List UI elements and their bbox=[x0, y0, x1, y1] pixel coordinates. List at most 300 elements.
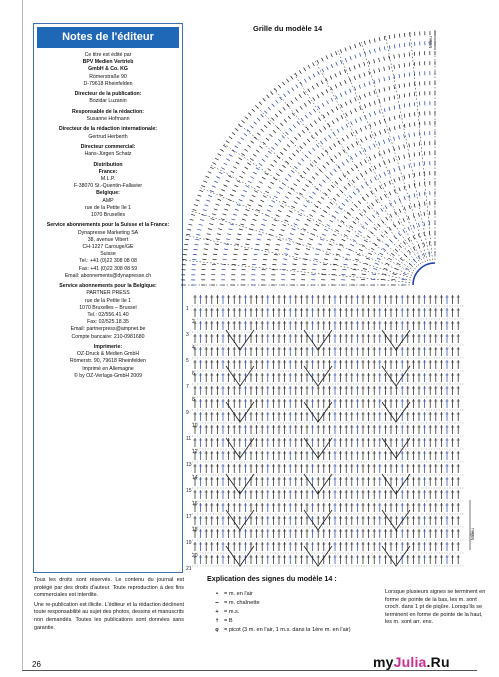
fan-stitch bbox=[329, 244, 333, 246]
fan-stitch bbox=[333, 234, 337, 236]
fan-stitch bbox=[335, 74, 337, 78]
fan-stitch bbox=[399, 209, 401, 213]
fan-stitch bbox=[398, 221, 400, 225]
fan-stitch bbox=[359, 96, 361, 100]
fan-stitch bbox=[402, 279, 406, 280]
fan-stitch bbox=[241, 195, 245, 197]
fan-stitch bbox=[210, 190, 214, 192]
fan-stitch bbox=[212, 186, 216, 188]
fan-stitch bbox=[380, 253, 383, 255]
fan-stitch bbox=[305, 224, 309, 226]
section-line: Fax: 02/525.18.35 bbox=[87, 319, 129, 326]
fan-stitch bbox=[364, 148, 366, 152]
fan-stitch bbox=[296, 85, 298, 88]
fan-stitch bbox=[336, 96, 338, 100]
fan-stitch bbox=[318, 201, 321, 203]
fan-stitch bbox=[310, 164, 313, 167]
fan-stitch bbox=[286, 132, 289, 135]
fan-stitch bbox=[355, 108, 357, 112]
crochet-chart bbox=[180, 30, 480, 575]
publisher-line: D-79618 Rheinfelden bbox=[83, 80, 133, 87]
fan-stitch bbox=[326, 89, 328, 93]
fan-stitch bbox=[394, 168, 395, 172]
fan-stitch bbox=[280, 152, 283, 155]
fan-stitch bbox=[261, 114, 264, 117]
fan-stitch bbox=[194, 249, 198, 250]
section-line: 1070 Bruxelles – Brussel bbox=[79, 304, 137, 311]
fan-stitch bbox=[335, 155, 337, 158]
fan-stitch bbox=[284, 120, 287, 123]
fan-stitch bbox=[215, 244, 219, 245]
fan-stitch bbox=[399, 156, 400, 160]
legend-text: = picot (3 m. en l'air, 1 m.s. dans la 1ère m. en l'air) bbox=[224, 627, 351, 633]
legend-symbol: † bbox=[215, 618, 219, 624]
fan-stitch bbox=[352, 144, 354, 148]
fan-stitch bbox=[314, 160, 317, 163]
fan-stitch bbox=[419, 213, 420, 217]
fan-stitch bbox=[232, 132, 235, 134]
fan-stitch bbox=[389, 117, 390, 121]
fan-stitch bbox=[315, 132, 318, 135]
fan-stitch bbox=[244, 249, 248, 250]
fan-stitch bbox=[332, 109, 334, 112]
fan-stitch bbox=[211, 219, 215, 220]
fan-stitch bbox=[197, 229, 201, 230]
fan-stitch bbox=[301, 118, 304, 121]
fan-stitch bbox=[216, 177, 220, 179]
fan-stitch bbox=[364, 104, 365, 108]
fan-stitch bbox=[272, 201, 276, 203]
fan-stitch bbox=[309, 151, 312, 154]
fan-stitch bbox=[292, 88, 294, 91]
fan-stitch bbox=[237, 204, 241, 206]
section-line: Fax: +41 (0)22 308 08 59 bbox=[78, 265, 138, 272]
fan-stitch bbox=[327, 225, 331, 227]
fan-stitch bbox=[382, 220, 385, 223]
fan-stitch bbox=[186, 234, 190, 235]
fan-stitch bbox=[205, 205, 209, 206]
fan-stitch bbox=[409, 83, 410, 87]
fan-stitch bbox=[308, 100, 310, 103]
fan-stitch bbox=[318, 71, 320, 75]
fan-stitch bbox=[267, 210, 271, 212]
editor-notes-body bbox=[34, 48, 182, 380]
fan-stitch bbox=[357, 254, 361, 256]
fan-stitch bbox=[365, 159, 367, 163]
fan-stitch bbox=[389, 35, 390, 39]
fan-stitch bbox=[345, 102, 347, 106]
fan-stitch bbox=[235, 244, 239, 245]
fan-stitch bbox=[290, 233, 294, 234]
fan-stitch bbox=[355, 235, 358, 237]
fan-stitch bbox=[379, 131, 380, 135]
fan-stitch bbox=[356, 217, 359, 220]
fan-stitch bbox=[287, 145, 290, 148]
fan-stitch bbox=[303, 264, 307, 265]
fan-stitch bbox=[214, 249, 218, 250]
page-gutter-line bbox=[22, 0, 23, 670]
row-number: 15 bbox=[186, 488, 192, 494]
fan-stitch bbox=[340, 82, 342, 86]
fan-stitch bbox=[399, 115, 400, 119]
fan-stitch bbox=[389, 159, 390, 163]
fan-stitch bbox=[301, 159, 304, 162]
fan-stitch bbox=[288, 174, 291, 176]
fan-stitch bbox=[351, 122, 353, 126]
fan-stitch bbox=[371, 191, 373, 194]
fan-stitch bbox=[384, 129, 385, 133]
fan-stitch bbox=[269, 205, 273, 207]
row-number: 3 bbox=[186, 332, 189, 338]
fan-stitch bbox=[314, 259, 318, 260]
fan-stitch bbox=[264, 111, 267, 114]
fan-stitch bbox=[335, 230, 339, 232]
fan-stitch bbox=[379, 153, 381, 157]
fan-stitch bbox=[336, 62, 338, 66]
fan-stitch bbox=[312, 269, 316, 270]
fan-stitch bbox=[385, 231, 388, 234]
fan-spoke bbox=[385, 35, 430, 261]
fan-stitch bbox=[394, 158, 395, 162]
fan-stitch bbox=[276, 174, 279, 176]
fan-stitch bbox=[361, 185, 363, 188]
fan-stitch bbox=[194, 244, 198, 245]
fan-stitch bbox=[394, 44, 395, 48]
fan-stitch bbox=[248, 145, 251, 147]
section-line: Tel.: 02/556.41.40 bbox=[87, 312, 129, 319]
fan-stitch bbox=[242, 172, 245, 174]
fan-stitch bbox=[369, 146, 371, 150]
section-line: 1070 Bruxelles bbox=[90, 212, 126, 218]
fan-stitch bbox=[216, 204, 220, 205]
fan-stitch bbox=[331, 53, 333, 57]
fan-stitch bbox=[351, 133, 353, 137]
fan-stitch bbox=[265, 191, 269, 193]
fan-stitch bbox=[355, 98, 357, 102]
fan-stitch bbox=[384, 183, 386, 187]
fan-stitch bbox=[203, 210, 207, 211]
row-number: 11 bbox=[186, 436, 192, 442]
fan-stitch bbox=[381, 208, 383, 211]
fan-stitch bbox=[283, 201, 287, 203]
fan-stitch bbox=[322, 69, 324, 73]
fan-stitch bbox=[366, 194, 368, 197]
fan-stitch bbox=[345, 259, 349, 260]
fan-stitch bbox=[399, 84, 400, 88]
fan-stitch bbox=[386, 217, 388, 220]
fan-stitch bbox=[261, 224, 265, 225]
fan-stitch bbox=[346, 199, 349, 202]
fan-stitch bbox=[193, 209, 197, 210]
fan-stitch bbox=[404, 104, 405, 108]
fan-stitch bbox=[253, 172, 256, 174]
fan-stitch bbox=[272, 264, 276, 265]
fan-stitch bbox=[242, 120, 245, 123]
fan-stitch bbox=[303, 143, 306, 146]
fan-stitch bbox=[259, 146, 262, 149]
section-line: CH-1227 Carouge/GE bbox=[82, 244, 134, 250]
fan-spoke bbox=[361, 41, 428, 261]
fan-stitch bbox=[322, 92, 324, 95]
fan-stitch bbox=[325, 254, 329, 255]
fan-stitch bbox=[234, 249, 238, 250]
fan-stitch bbox=[274, 160, 277, 163]
fan-stitch bbox=[386, 263, 390, 265]
fan-stitch bbox=[212, 214, 216, 215]
section-line: rue de la Petite Ile 1 bbox=[84, 204, 132, 211]
fan-stitch bbox=[312, 148, 315, 151]
fan-stitch bbox=[369, 103, 370, 107]
fan-stitch bbox=[214, 209, 218, 210]
fan-stitch bbox=[286, 161, 289, 164]
fan-stitch bbox=[229, 137, 232, 139]
fan-stitch bbox=[389, 97, 390, 101]
fan-stitch bbox=[338, 249, 342, 250]
fan-stitch bbox=[399, 135, 400, 139]
fan-stitch bbox=[247, 163, 250, 165]
fan-stitch bbox=[299, 95, 301, 98]
fan-stitch bbox=[285, 249, 289, 250]
fan-stitch bbox=[298, 162, 301, 165]
editor-section bbox=[38, 109, 178, 123]
fan-stitch bbox=[374, 111, 375, 115]
fan-stitch bbox=[319, 118, 321, 121]
fan-stitch bbox=[337, 194, 340, 197]
fan-stitch bbox=[374, 228, 377, 231]
fan-stitch bbox=[199, 190, 203, 192]
fan-stitch bbox=[256, 210, 260, 212]
fan-stitch bbox=[224, 163, 228, 165]
fan-stitch bbox=[367, 236, 370, 238]
fan-stitch bbox=[263, 196, 267, 198]
fan-stitch bbox=[354, 87, 356, 91]
fan-stitch bbox=[246, 209, 250, 211]
fan-stitch bbox=[374, 144, 376, 148]
fan-stitch bbox=[229, 154, 232, 156]
pineapple-motif bbox=[382, 330, 410, 350]
fan-stitch bbox=[238, 142, 241, 144]
fan-stitch bbox=[245, 167, 248, 169]
fan-stitch bbox=[271, 164, 274, 166]
fan-stitch bbox=[283, 225, 287, 227]
section-line: Email: partnerpress@ampnet.be bbox=[70, 326, 146, 333]
pineapple-motif bbox=[382, 474, 410, 494]
fan-stitch bbox=[203, 254, 207, 255]
fan-stitch bbox=[359, 64, 360, 68]
publisher-line: GmbH & Co. KG bbox=[88, 66, 128, 73]
fan-stitch bbox=[380, 197, 382, 200]
fan-stitch bbox=[260, 229, 264, 230]
fan-stitch bbox=[208, 229, 212, 230]
fan-stitch bbox=[297, 121, 300, 124]
fan-stitch bbox=[332, 216, 335, 218]
fan-stitch bbox=[282, 82, 284, 85]
fan-stitch bbox=[374, 155, 376, 159]
fan-stitch bbox=[369, 82, 370, 86]
fan-stitch bbox=[242, 153, 245, 155]
fan-stitch bbox=[274, 220, 278, 222]
pineapple-motif bbox=[382, 402, 410, 422]
section-heading: Service abonnements pour la Suisse et la France: bbox=[46, 222, 170, 229]
fan-stitch bbox=[203, 181, 207, 183]
fan-stitch bbox=[224, 249, 228, 250]
row-number: 7 bbox=[186, 384, 189, 390]
fan-stitch bbox=[223, 254, 227, 255]
fan-stitch bbox=[379, 120, 380, 124]
fan-stitch bbox=[399, 125, 400, 129]
fan-stitch bbox=[262, 264, 266, 265]
fan-stitch bbox=[259, 102, 262, 105]
fan-stitch bbox=[379, 68, 380, 72]
fan-stitch bbox=[188, 224, 192, 225]
fan-stitch bbox=[205, 244, 209, 245]
row-number: 21 bbox=[186, 566, 192, 572]
fan-stitch bbox=[330, 202, 333, 205]
fan-stitch bbox=[221, 168, 225, 170]
fan-stitch bbox=[294, 202, 298, 204]
fan-stitch bbox=[342, 239, 346, 241]
fan-stitch bbox=[245, 149, 248, 151]
fan-stitch bbox=[289, 128, 292, 131]
fan-stitch bbox=[394, 65, 395, 69]
row-number: 5 bbox=[186, 358, 189, 364]
row-number: 2 bbox=[192, 319, 195, 325]
fan-stitch bbox=[350, 89, 352, 93]
fan-stitch bbox=[287, 215, 291, 217]
fan-stitch bbox=[317, 83, 319, 87]
fan-stitch bbox=[206, 176, 210, 178]
fan-stitch bbox=[334, 169, 337, 172]
middle-label-top: Milieu bbox=[428, 36, 433, 48]
fan-stitch bbox=[219, 194, 223, 196]
fan-stitch bbox=[254, 137, 257, 140]
fan-stitch bbox=[217, 234, 221, 235]
fan-stitch bbox=[391, 253, 394, 255]
fan-stitch bbox=[303, 205, 306, 207]
fan-stitch bbox=[313, 229, 317, 231]
fan-stitch bbox=[404, 63, 405, 67]
fan-stitch bbox=[347, 230, 350, 232]
fan-stitch bbox=[261, 200, 265, 202]
fan-stitch bbox=[303, 171, 306, 174]
fan-stitch bbox=[345, 80, 347, 84]
explanation-paragraph: Lorsque plusieurs signes se terminent en forme de pointe de la bas, les m. sont croch. dans 1 pt de piqûre. Lorsqu'ils se terminent en forme de pointe de la haut, les m. sont arr. ens. bbox=[385, 589, 486, 625]
fan-stitch bbox=[291, 170, 294, 173]
fan-stitch bbox=[312, 192, 315, 195]
fan-stitch bbox=[193, 254, 197, 255]
row-number: 10 bbox=[192, 423, 198, 429]
fan-stitch bbox=[184, 244, 188, 245]
fan-stitch bbox=[409, 73, 410, 77]
fan-stitch bbox=[307, 139, 310, 142]
fan-stitch bbox=[409, 263, 412, 266]
fan-stitch bbox=[270, 92, 273, 95]
fan-stitch bbox=[350, 226, 353, 228]
fan-stitch bbox=[274, 196, 278, 198]
fan-stitch bbox=[299, 239, 303, 240]
fan-stitch bbox=[369, 113, 370, 117]
editor-section bbox=[38, 126, 178, 140]
fan-stitch bbox=[231, 171, 235, 173]
fan-stitch bbox=[366, 258, 370, 259]
fan-stitch bbox=[324, 259, 328, 260]
row-number: 19 bbox=[186, 540, 192, 546]
fan-stitch bbox=[419, 162, 420, 166]
fan-stitch bbox=[384, 67, 385, 71]
fan-stitch bbox=[384, 77, 385, 81]
fan-stitch bbox=[279, 187, 282, 189]
fan-stitch bbox=[293, 259, 297, 260]
fan-stitch bbox=[404, 73, 405, 77]
fan-stitch bbox=[226, 204, 230, 205]
fan-stitch bbox=[264, 125, 267, 128]
fan-stitch bbox=[395, 249, 398, 252]
fan-stitch bbox=[344, 187, 347, 190]
fan-stitch bbox=[308, 244, 312, 245]
fan-stitch bbox=[248, 113, 251, 116]
publisher-line: Ce titre est édité par bbox=[84, 52, 132, 58]
fan-stitch bbox=[190, 219, 194, 220]
fan-stitch bbox=[381, 235, 384, 238]
fan-stitch bbox=[318, 220, 322, 222]
fan-stitch bbox=[345, 91, 347, 95]
fan-stitch bbox=[341, 221, 344, 223]
fan-stitch bbox=[228, 176, 232, 178]
fan-stitch bbox=[304, 79, 306, 82]
fan-stitch bbox=[279, 169, 282, 171]
fan-stitch bbox=[404, 94, 405, 98]
fan-stitch bbox=[323, 165, 326, 168]
fan-stitch bbox=[379, 47, 380, 51]
fan-stitch bbox=[404, 53, 405, 57]
row-number: 13 bbox=[186, 462, 192, 468]
fan-stitch bbox=[303, 229, 307, 231]
fan-stitch bbox=[364, 240, 367, 242]
section-line: Email: abonnements@dynapresse.ch bbox=[64, 272, 152, 279]
fan-stitch bbox=[404, 175, 405, 179]
fan-stitch bbox=[226, 239, 230, 240]
fan-stitch bbox=[350, 56, 351, 60]
fan-stitch bbox=[374, 59, 375, 63]
fan-stitch bbox=[419, 192, 420, 196]
section-heading: Imprimerie: bbox=[93, 344, 123, 351]
fan-stitch bbox=[379, 142, 381, 146]
fan-stitch bbox=[374, 90, 375, 94]
fan-stitch bbox=[341, 104, 343, 108]
fan-stitch bbox=[337, 118, 339, 121]
fan-stitch bbox=[424, 222, 425, 226]
fan-stitch bbox=[306, 249, 310, 250]
fan-stitch bbox=[217, 199, 221, 200]
section-line: Compte bancaire: 210-0981680 bbox=[71, 333, 145, 340]
fan-stitch bbox=[360, 53, 361, 57]
fan-stitch bbox=[296, 150, 299, 153]
fan-stitch bbox=[352, 180, 355, 183]
editor-section bbox=[38, 222, 178, 280]
fan-stitch bbox=[394, 34, 395, 38]
fan-stitch bbox=[364, 73, 365, 77]
fan-stitch bbox=[384, 108, 385, 112]
fan-stitch bbox=[409, 113, 410, 117]
fan-stitch bbox=[233, 167, 237, 169]
fan-stitch bbox=[414, 173, 415, 177]
fan-stitch bbox=[319, 184, 322, 187]
fan-stitch bbox=[275, 249, 279, 250]
fan-stitch bbox=[312, 210, 315, 212]
fan-stitch bbox=[287, 104, 290, 107]
fan-stitch bbox=[369, 40, 370, 44]
row-number: 16 bbox=[192, 501, 198, 507]
